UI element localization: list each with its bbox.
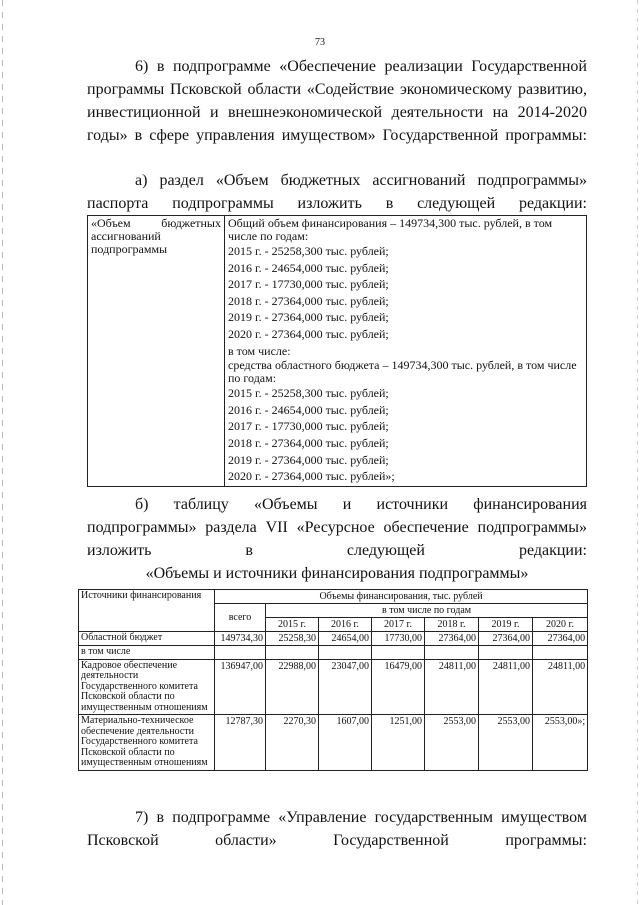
row-value [533, 646, 588, 660]
row-value: 27364,00 [479, 632, 533, 646]
row-value: 25258,30 [266, 632, 319, 646]
row-value: 24811,00 [533, 659, 588, 715]
header-year: 2016 г. [319, 618, 372, 632]
scan-edge-right [637, 0, 638, 905]
row-total: 149734,30 [215, 632, 266, 646]
row-value: 22988,00 [266, 659, 319, 715]
scan-edge-left [2, 0, 3, 905]
header-volumes: Объемы финансирования, тыс. рублей [215, 590, 588, 604]
header-sources: Источники финансирования [79, 590, 215, 632]
row-value: 23047,00 [319, 659, 372, 715]
passport-line: 2018 г. - 27364,000 тыс. рублей; [228, 435, 389, 450]
row-label: Областной бюджет [79, 632, 215, 646]
row-value [372, 646, 425, 660]
header-by-year: в том числе по годам [266, 604, 588, 618]
row-value: 1251,00 [372, 715, 425, 771]
paragraph-6-intro: 6) в подпрограмме «Обеспечение реализации Государственной программы Псковской области «Содействие экономическому развитию, инвестиционной и внешнеэкономической деятельности на 2014-2020 годы» в сфере управления имуществом» Государственной программы: [87, 58, 587, 144]
table-row [79, 659, 588, 715]
row-label: в том числе [79, 646, 215, 660]
row-value: 24811,00 [425, 659, 479, 715]
passport-line: 2017 г. - 17730,000 тыс. рублей; [228, 419, 389, 434]
paragraph-7: 7) в подпрограмме «Управление государственным имуществом Псковской области» Государственной программы: [87, 809, 587, 849]
row-value: 2553,00»; [533, 715, 588, 771]
row-value: 24654,00 [319, 632, 372, 646]
header-year: 2018 г. [425, 618, 479, 632]
finance-table [78, 589, 588, 771]
passport-line: 2019 г. - 27364,000 тыс. рублей; [228, 310, 389, 325]
row-label: Кадровое обеспечение деятельности Государственного комитета Псковской области по имущественным отношениям [79, 659, 215, 715]
row-value [266, 646, 319, 660]
row-total [215, 646, 266, 660]
row-value: 1607,00 [319, 715, 372, 771]
passport-table [87, 215, 587, 487]
passport-label-cell [88, 216, 225, 487]
passport-line: 2016 г. - 24654,000 тыс. рублей; [228, 402, 389, 417]
header-year: 2017 г. [372, 618, 425, 632]
passport-line: 2015 г. - 25258,300 тыс. рублей; [228, 244, 389, 258]
header-total: всего [215, 604, 266, 632]
passport-line: средства областного бюджета – 149734,300 тыс. рублей, в том числе по годам: [228, 358, 577, 386]
passport-line: 2020 г. - 27364,000 тыс. рублей; [228, 326, 389, 341]
passport-line: 2020 г. - 27364,000 тыс. рублей»; [228, 469, 395, 484]
passport-content-cell [225, 216, 587, 487]
row-total: 136947,00 [215, 659, 266, 715]
paragraph-6a: а) раздел «Объем бюджетных ассигнований подпрограммы» паспорта подпрограммы изложить в следующей редакции: [87, 172, 587, 212]
row-label: Материально-техническое обеспечение деятельности Государственного комитета Псковской области по имущественным отношениям [79, 715, 215, 771]
passport-line: 2018 г. - 27364,000 тыс. рублей; [228, 293, 389, 308]
passport-line: 2016 г. - 24654,000 тыс. рублей; [228, 260, 389, 275]
row-total: 12787,30 [215, 715, 266, 771]
passport-line: в том числе: [228, 343, 291, 358]
row-value: 24811,00 [479, 659, 533, 715]
passport-line: 2015 г. - 25258,300 тыс. рублей; [228, 386, 389, 401]
header-year: 2015 г. [266, 618, 319, 632]
row-value: 27364,00 [425, 632, 479, 646]
row-value [319, 646, 372, 660]
row-value: 16479,00 [372, 659, 425, 715]
table2-title: «Объемы и источники финансирования подпрограммы» [145, 565, 529, 582]
passport-line: 2017 г. - 17730,000 тыс. рублей; [228, 277, 389, 292]
table-row [79, 646, 588, 660]
passport-label: «Объем бюджетных ассигнований подпрограммы [91, 216, 221, 256]
row-value: 27364,00 [533, 632, 588, 646]
header-year: 2019 г. [479, 618, 533, 632]
header-year: 2020 г. [533, 618, 588, 632]
row-value: 17730,00 [372, 632, 425, 646]
passport-line: 2019 г. - 27364,000 тыс. рублей; [228, 452, 389, 467]
row-value [479, 646, 533, 660]
page-number: 73 [315, 37, 325, 48]
table-row [79, 632, 588, 646]
passport-line: Общий объем финансирования – 149734,300 тыс. рублей, в том числе по годам: [228, 216, 553, 243]
row-value: 2553,00 [425, 715, 479, 771]
paragraph-6b: б) таблицу «Объемы и источники финансирования подпрограммы» раздела VII «Ресурсное обеспечение подпрограммы» изложить в следующей редакции: [87, 496, 587, 559]
row-value [425, 646, 479, 660]
table-row [79, 715, 588, 771]
row-value: 2553,00 [479, 715, 533, 771]
row-value: 2270,30 [266, 715, 319, 771]
